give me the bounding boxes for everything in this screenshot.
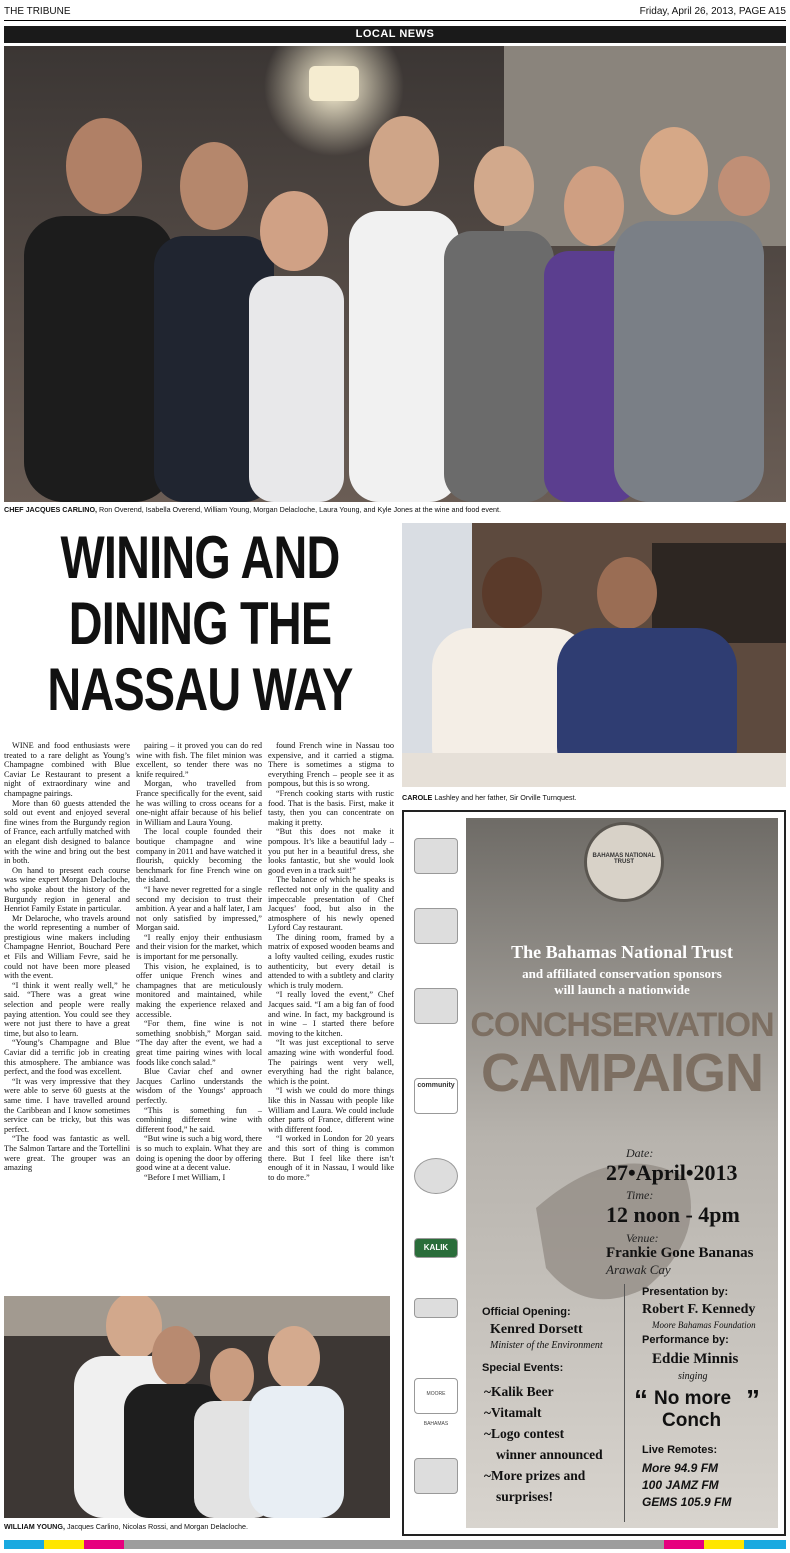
seal-text: BAHAMAS NATIONAL TRUST xyxy=(592,853,656,865)
remotes-list xyxy=(642,1460,731,1511)
sponsor-logo xyxy=(414,1158,458,1194)
remote-station: 100 JAMZ FM xyxy=(642,1478,719,1492)
color-bar-yellow-2 xyxy=(704,1540,744,1549)
event-item: ~Logo contest xyxy=(484,1426,565,1441)
venue-label: Venue: xyxy=(626,1231,659,1245)
headline-line-2: DINING THE xyxy=(68,590,332,657)
song-title-1: No more xyxy=(654,1388,732,1409)
col3-para: “French cooking starts with rustic food. That is the basis. First, make it tasty, then you can concentrate on making it pretty. xyxy=(268,788,394,827)
song-title-2: Conch xyxy=(662,1410,722,1431)
performer-name: Eddie Minnis xyxy=(652,1351,739,1367)
time-label: Time: xyxy=(626,1188,654,1202)
events-label: Special Events: xyxy=(482,1362,564,1374)
moore-logo: MOORE BAHAMAS xyxy=(414,1378,458,1414)
conchservation-ad xyxy=(402,810,786,1536)
bottom-caption-lead: WILLIAM YOUNG, xyxy=(4,1522,65,1531)
bottom-caption-rest: Jacques Carlino, Nicolas Rossi, and Morgan Delacloche. xyxy=(64,1522,248,1531)
article-column-2 xyxy=(136,741,262,1294)
col3-para: The dining room, framed by a matrix of exposed wooden beams and a lofty vaulted ceiling, exudes rustic authenticity, but every detail is attended to with a subtlety and clarity which is truly modern. xyxy=(268,932,394,990)
performance-label: Performance by: xyxy=(642,1334,729,1346)
col2-para: “But wine is such a big word, there is so much to explain. What they are doing is opening the door by offering good wine at a decent value. xyxy=(136,1134,262,1173)
ad-subtitle-2: will launch a nationwide xyxy=(554,982,690,997)
color-bar-gray xyxy=(124,1540,664,1549)
quote-open: “ xyxy=(634,1384,648,1415)
col3-para: “But this does not make it pompous. It’s like a beautiful lady – you put her in a beautiful dress, she looks fantastic, but she would look good even in a track suit!” xyxy=(268,827,394,875)
col2-para: Blue Caviar chef and owner Jacques Carlino understands the wisdom of the Youngs’ approach perfectly. xyxy=(136,1067,262,1105)
col2-para: “I really enjoy their enthusiasm and their vision for the market, which is important for me personally. xyxy=(136,932,262,962)
col3-para: “It was just exceptional to serve amazing wine with wonderful food. The pairings went very well, everything had the right balance, which is the point. xyxy=(268,1038,394,1086)
sponsor-sidebar xyxy=(410,818,462,1528)
carole-photo xyxy=(402,523,786,787)
event-item: ~More prizes and xyxy=(484,1468,586,1483)
col1-para: Mr Delaroche, who travels around the world representing a number of prestigious wine makers including Champagne Henriot, Bouchard Pere et Fils and William Fevre, said he could not have been more pleased with the event. xyxy=(4,913,130,981)
remotes-label: Live Remotes: xyxy=(642,1444,718,1456)
presentation-label: Presentation by: xyxy=(642,1286,729,1298)
col2-para: “I have never regretted for a single second my decision to trust their ambition. A year and a half later, I am not only satisfied by impressed,” Morgan said. xyxy=(136,884,262,933)
col2-para: The local couple founded their boutique champagne and wine company in 2011 and have watched it flourish, quickly becoming the benchmark for fine French wine on the island. xyxy=(136,827,262,885)
william-young-photo xyxy=(4,1296,390,1518)
color-bar-magenta xyxy=(84,1540,124,1549)
right-caption-lead: CAROLE xyxy=(402,793,433,802)
remote-station: More 94.9 FM xyxy=(642,1461,719,1475)
headline-line-1: WINING AND xyxy=(60,524,340,591)
main-group-photo xyxy=(4,46,786,502)
remote-station: GEMS 105.9 FM xyxy=(642,1495,732,1509)
col2-para: “For them, fine wine is not something snobbish,” Morgan said. “The day after the event, we had a great time pairing wines with local foods like conch salad.” xyxy=(136,1019,262,1067)
ad-divider xyxy=(624,1284,625,1522)
bnt-seal xyxy=(584,822,664,902)
col2-para: “This is something fun – combining different wine with different food,” he said. xyxy=(136,1105,262,1134)
kalik-logo: KALIK xyxy=(414,1238,458,1258)
event-time: 12 noon - 4pm xyxy=(606,1202,740,1227)
opening-name: Kenred Dorsett xyxy=(490,1322,583,1337)
col3-para: The balance of which he speaks is reflected not only in the quality and impeccable presentation of Chef Jacques’ food, but also in the atmosphere of his newly opened Lyford Cay restaurant. xyxy=(268,875,394,933)
color-bar-yellow xyxy=(44,1540,84,1549)
section-banner: LOCAL NEWS xyxy=(4,26,786,43)
opening-role: Minister of the Environment xyxy=(490,1340,603,1351)
event-item: winner announced xyxy=(496,1447,603,1462)
singing-label: singing xyxy=(678,1371,708,1382)
col2-para: This vision, he explained, is to offer unique French wines and champagnes that are meticulously monitored and maintained, while making the experience relaxed and accessible. xyxy=(136,961,262,1019)
venue-name: Frankie Gone Bananas xyxy=(606,1245,754,1261)
main-caption-lead: CHEF JACQUES CARLINO, xyxy=(4,505,98,514)
sponsor-logo xyxy=(414,1458,458,1494)
article-column-3 xyxy=(268,741,394,1294)
right-caption-rest: Lashley and her father, Sir Orville Turnquest. xyxy=(432,793,577,802)
venue-sub: Arawak Cay xyxy=(606,1262,671,1277)
col1-para: “I think it went really well,” he said. “There was a great wine selection and people were really paying attention. You could see they were not just there to have a great time, but also to learn. xyxy=(4,980,130,1038)
campaign-word-1: CONCHSERVATION xyxy=(470,1006,774,1044)
event-item: surprises! xyxy=(496,1489,553,1504)
dateline: Friday, April 26, 2013, PAGE A15 xyxy=(639,6,786,17)
sponsor-logo xyxy=(414,908,458,944)
sponsor-logo xyxy=(414,838,458,874)
color-bar-cyan-2 xyxy=(744,1540,786,1549)
col2-para: “Before I met William, I xyxy=(144,1172,226,1182)
event-item: ~Kalik Beer xyxy=(484,1384,554,1399)
col3-para: “I really loved the event,” Chef Jacques said. “I am a big fan of food and wine. In fact, my background is in wine – I started there before moving to the kitchen. xyxy=(268,990,394,1038)
event-date: 27•April•2013 xyxy=(606,1160,738,1185)
col1-para: More than 60 guests attended the sold out event and enjoyed several fine wines from the Burgundy region of France, each artfully matched with an elegant dish designed to balance with the wine and bring out the best in both. xyxy=(4,798,130,866)
william-caption xyxy=(4,1522,390,1531)
header-rule xyxy=(4,20,786,21)
sponsor-logo xyxy=(414,988,458,1024)
col2-para: pairing – it proved you can do red wine with fish. The filet minion was excellent, so tender there was no knife required.” xyxy=(136,741,262,779)
carole-caption xyxy=(402,793,786,802)
col3-para: found French wine in Nassau too expensive, and it carried a stigma. There is sometimes a stigma to everything French – people see it as pompous, but this is so wrong. xyxy=(268,741,394,789)
date-label: Date: xyxy=(626,1146,654,1160)
presenter-org: Moore Bahamas Foundation xyxy=(652,1320,756,1330)
quote-close: ” xyxy=(746,1384,760,1415)
main-caption-rest: Ron Overend, Isabella Overend, William Young, Morgan Delacloche, Laura Young, and Kyle Jones at the wine and food event. xyxy=(97,505,502,514)
ad-title: The Bahamas National Trust xyxy=(511,942,733,962)
ad-subtitle-1: and affiliated conservation sponsors xyxy=(522,966,722,981)
col1-para: “Young’s Champagne and Blue Caviar did a terrific job in creating this atmosphere. The ambiance was perfect, and the food was excellent. xyxy=(4,1038,130,1077)
article-headline xyxy=(47,525,353,723)
col1-para: On hand to present each course was wine expert Morgan Delacloche, who spoke about the history of the Burgundy region in general and Henriot Family Estate in particular. xyxy=(4,865,130,914)
col1-para: “The food was fantastic as well. The Salmon Tartare and the Tortellini were great. The grouper was an amazing xyxy=(4,1134,130,1173)
col1-para: WINE and food enthusiasts were treated to a rare delight as Young’s Champagne combined with Blue Caviar Le Restaurant to present a night of extraordinary wine and champagne pairings. xyxy=(4,741,130,798)
opening-label: Official Opening: xyxy=(482,1306,571,1318)
color-bar-magenta-2 xyxy=(664,1540,704,1549)
col2-para: Morgan, who travelled from France specifically for the event, said he was willing to cross oceans for a one-night affair because of his belief in William and Laura Young. xyxy=(136,779,262,827)
event-item: ~Vitamalt xyxy=(484,1405,542,1420)
col3-para: “I worked in London for 20 years and this sort of thing is common there. But I feel like there isn’t enough of it in Nassau, I would like to do more.” xyxy=(268,1134,394,1182)
presenter-name: Robert F. Kennedy xyxy=(642,1302,756,1317)
col1-para: “It was very impressive that they were able to serve 60 guests at the same time. I have travelled around the Caribbean and I know sometimes service can be tricky, but this was perfect. xyxy=(4,1076,130,1134)
community-logo: community xyxy=(414,1078,458,1114)
article-column-1 xyxy=(4,741,130,1294)
events-list xyxy=(484,1381,603,1507)
color-bar-cyan xyxy=(4,1540,44,1549)
main-photo-caption xyxy=(4,505,786,514)
headline-line-3: NASSAU WAY xyxy=(47,656,353,723)
paper-name: THE TRIBUNE xyxy=(4,6,71,17)
col3-para: “I wish we could do more things like this in Nassau with people like William and Laura. We could include other parts of France, different wine with different food. xyxy=(268,1086,394,1134)
ad-main-panel xyxy=(466,818,778,1528)
sponsor-logo xyxy=(414,1298,458,1318)
campaign-word-2: CAMPAIGN xyxy=(481,1043,763,1103)
